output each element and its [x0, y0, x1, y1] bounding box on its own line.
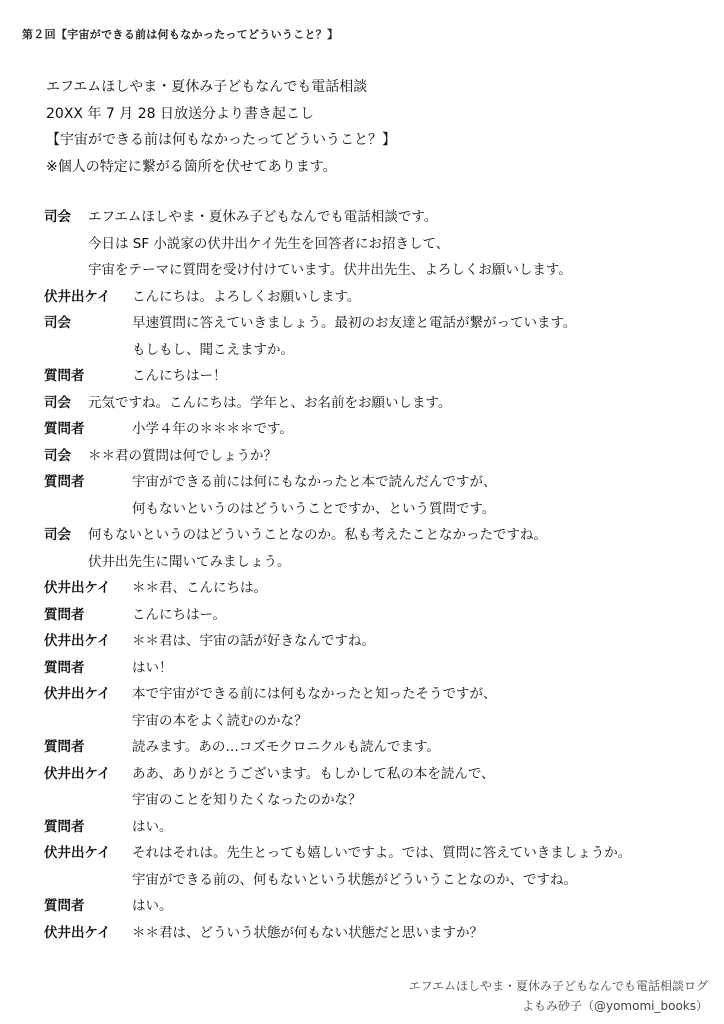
dialogue-line — [44, 840, 694, 867]
speaker-label: 伏井出ケイ — [44, 765, 111, 782]
speaker-label: 司会 — [44, 209, 71, 225]
speaker-label: 質問者 — [44, 368, 85, 384]
utterance-text: ＊＊君、こんにちは。 — [132, 580, 267, 596]
dialogue-line — [44, 867, 694, 894]
dialogue-line — [44, 655, 694, 682]
utterance-text: 小学４年の＊＊＊＊です。 — [132, 421, 293, 437]
intro-privacy-note: ※個人の特定に繋がる箇所を伏せてあります。 — [46, 158, 337, 175]
dialogue-line — [44, 734, 694, 761]
speaker-label: 司会 — [44, 315, 71, 331]
footer-author: よもみ砂子（@yomomi_books） — [521, 999, 708, 1013]
dialogue-line — [44, 628, 694, 655]
intro-block — [46, 74, 686, 180]
utterance-text: 何もないというのはどういうことですか、という質問です。 — [132, 500, 496, 517]
dialogue-transcript — [44, 204, 694, 946]
dialogue-line — [44, 549, 694, 576]
speaker-label: 司会 — [44, 527, 71, 543]
utterance-text: はい！ — [132, 659, 173, 676]
utterance-text: はい。 — [132, 898, 173, 914]
dialogue-line — [44, 284, 694, 311]
dialogue-line — [44, 522, 694, 549]
dialogue-line — [44, 681, 694, 708]
dialogue-line — [44, 814, 694, 841]
intro-program-title: エフエムほしやま・夏休み子どもなんでも電話相談 — [46, 79, 368, 95]
utterance-text: 元気ですね。こんにちは。学年と、お名前をお願いします。 — [88, 394, 452, 411]
dialogue-line — [44, 575, 694, 602]
utterance-text: 宇宙をテーマに質問を受け付けています。伏井出先生、よろしくお願いします。 — [88, 262, 572, 278]
footer-log-title: エフエムほしやま・夏休み子どもなんでも電話相談ログ — [408, 979, 708, 993]
dialogue-line — [44, 310, 694, 337]
dialogue-line — [44, 337, 694, 364]
dialogue-line — [44, 257, 694, 284]
dialogue-line — [44, 416, 694, 443]
utterance-text: こんにちはー！ — [132, 368, 227, 384]
speaker-label: 伏井出ケイ — [44, 845, 111, 861]
utterance-text: 宇宙ができる前には何にもなかったと本で読んだんですが、 — [132, 474, 497, 490]
utterance-text: 早速質問に答えていきましょう。最初のお友達と電話が繋がっています。 — [132, 315, 577, 331]
document-header: 第２回【宇宙ができる前は何もなかったってどういうこと？】 — [22, 28, 339, 41]
dialogue-line — [44, 443, 694, 470]
speaker-label: 質問者 — [44, 659, 85, 676]
speaker-label: 質問者 — [44, 606, 85, 623]
intro-broadcast-date: 20XX 年 7 月 28 日放送分より書き起こし — [46, 105, 314, 122]
utterance-text: 何もないというのはどういうことなのか。私も考えたことなかったですね。 — [88, 527, 547, 543]
utterance-text: それはそれは。先生とっても嬉しいですよ。では、質問に答えていきましょうか。 — [132, 845, 632, 861]
speaker-label: 質問者 — [44, 818, 85, 835]
utterance-text: ＊＊君は、宇宙の話が好きなんですね。 — [132, 633, 375, 649]
utterance-text: 伏井出先生に聞いてみましょう。 — [88, 553, 291, 570]
dialogue-line — [44, 390, 694, 417]
utterance-text: こんにちはー。 — [132, 606, 226, 623]
speaker-label: 伏井出ケイ — [44, 924, 111, 941]
speaker-label: 質問者 — [44, 898, 85, 914]
utterance-text: 読みます。あの…コズモクロニクルも読んでます。 — [132, 739, 440, 755]
utterance-text: ＊＊君の質問は何でしょうか？ — [88, 447, 277, 464]
document-footer — [409, 976, 708, 1016]
dialogue-line — [44, 708, 694, 735]
speaker-label: 司会 — [44, 447, 71, 464]
utterance-text: ああ、ありがとうございます。もしかして私の本を読んで、 — [132, 765, 495, 782]
intro-topic-title: 【宇宙ができる前は何もなかったってどういうこと？】 — [46, 132, 396, 148]
utterance-text: 本で宇宙ができる前には何もなかったと知ったそうですが、 — [132, 686, 497, 702]
utterance-text: もしもし、聞こえますか。 — [132, 341, 294, 358]
utterance-text: ＊＊君は、どういう状態が何もない状態だと思いますか？ — [132, 924, 483, 941]
utterance-text: 宇宙のことを知りたくなったのかな？ — [132, 792, 362, 808]
utterance-text: エフエムほしやま・夏休み子どもなんでも電話相談です。 — [88, 209, 438, 225]
dialogue-line — [44, 787, 694, 814]
utterance-text: 宇宙の本をよく読むのかな？ — [132, 712, 308, 729]
speaker-label: 質問者 — [44, 739, 85, 755]
dialogue-line — [44, 204, 694, 231]
dialogue-line — [44, 496, 694, 523]
speaker-label: 伏井出ケイ — [44, 633, 111, 649]
utterance-text: こんにちは。よろしくお願いします。 — [132, 288, 361, 305]
speaker-label: 司会 — [44, 394, 71, 411]
dialogue-line — [44, 231, 694, 258]
dialogue-line — [44, 761, 694, 788]
dialogue-line — [44, 469, 694, 496]
speaker-label: 伏井出ケイ — [44, 288, 111, 305]
speaker-label: 質問者 — [44, 474, 85, 490]
dialogue-line — [44, 920, 694, 947]
utterance-text: 宇宙ができる前の、何もないという状態がどういうことなのか、ですね。 — [132, 871, 577, 888]
speaker-label: 伏井出ケイ — [44, 686, 111, 702]
speaker-label: 伏井出ケイ — [44, 580, 111, 596]
dialogue-line — [44, 602, 694, 629]
utterance-text: はい。 — [132, 818, 173, 835]
dialogue-line — [44, 363, 694, 390]
dialogue-line — [44, 893, 694, 920]
utterance-text: 今日は SF 小説家の伏井出ケイ先生を回答者にお招きして、 — [88, 235, 450, 252]
speaker-label: 質問者 — [44, 421, 85, 437]
